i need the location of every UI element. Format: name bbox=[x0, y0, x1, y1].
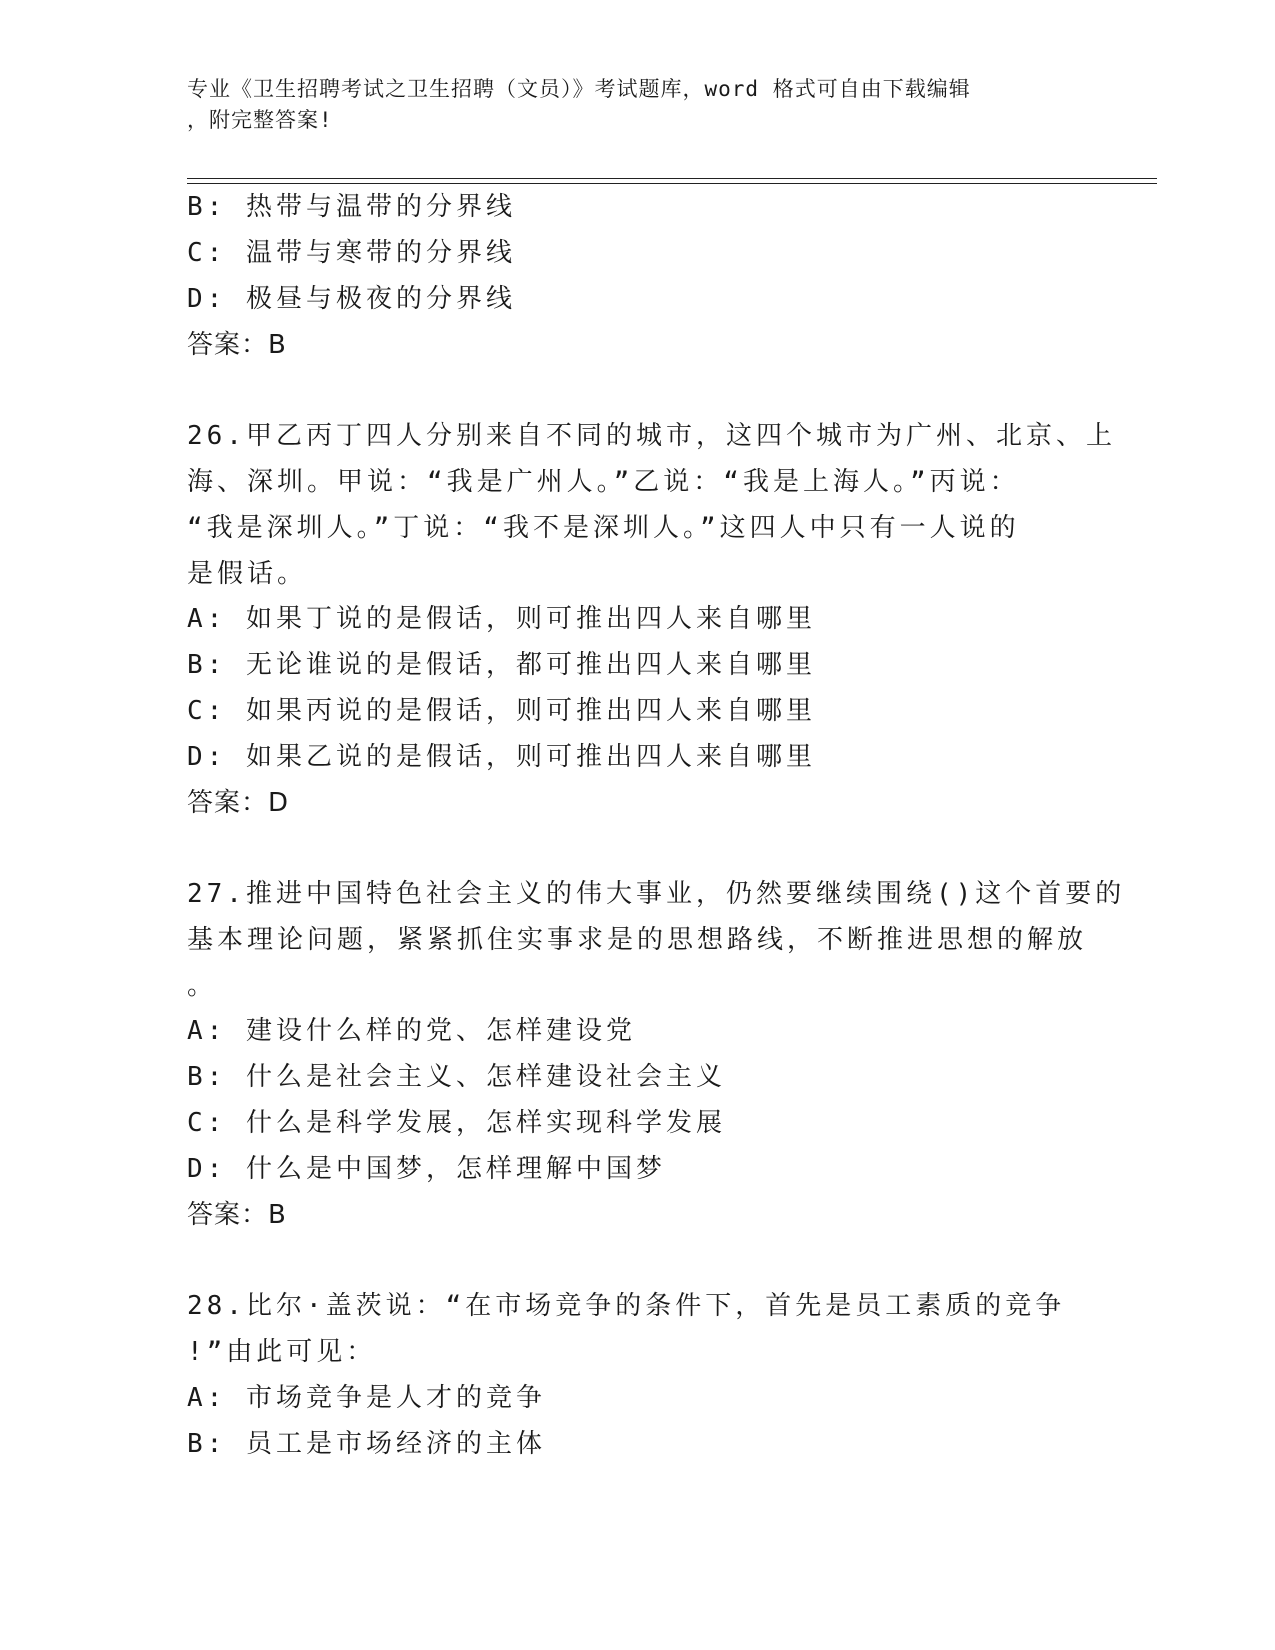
q27-option-a: A: 建设什么样的党、怎样建设党 bbox=[187, 1016, 636, 1046]
q28-option-b: B: 员工是市场经济的主体 bbox=[187, 1429, 546, 1459]
header-line-2: ，附完整答案! bbox=[187, 108, 333, 132]
q26-option-d: D: 如果乙说的是假话，则可推出四人来自哪里 bbox=[187, 742, 816, 772]
q25-option-d: D: 极昼与极夜的分界线 bbox=[187, 284, 516, 314]
q26-option-c: C: 如果丙说的是假话，则可推出四人来自哪里 bbox=[187, 696, 816, 726]
q26-stem-line-4: 是假话。 bbox=[187, 559, 308, 589]
q26-stem-line-1: 26.甲乙丙丁四人分别来自不同的城市，这四个城市为广州、北京、上 bbox=[187, 421, 1116, 451]
q28-option-a: A: 市场竞争是人才的竞争 bbox=[187, 1383, 546, 1413]
q27-stem-line-3: 。 bbox=[187, 971, 218, 1001]
q27-option-b: B: 什么是社会主义、怎样建设社会主义 bbox=[187, 1062, 726, 1092]
q28-stem-line-2: !”由此可见： bbox=[187, 1337, 377, 1367]
q27-stem-line-1: 27.推进中国特色社会主义的伟大事业，仍然要继续围绕()这个首要的 bbox=[187, 879, 1126, 909]
document-header bbox=[187, 74, 1067, 136]
q26-option-b: B: 无论谁说的是假话，都可推出四人来自哪里 bbox=[187, 650, 816, 680]
q27-option-c: C: 什么是科学发展，怎样实现科学发展 bbox=[187, 1108, 726, 1138]
header-divider-bottom bbox=[187, 183, 1157, 184]
q25-option-b: B: 热带与温带的分界线 bbox=[187, 192, 516, 222]
q27-stem-line-2: 基本理论问题，紧紧抓住实事求是的思想路线，不断推进思想的解放 bbox=[187, 925, 1088, 955]
q28-stem-line-1: 28.比尔·盖茨说：“在市场竞争的条件下，首先是员工素质的竞争 bbox=[187, 1291, 1066, 1321]
q26-stem-line-3: “我是深圳人。”丁说：“我不是深圳人。”这四人中只有一人说的 bbox=[187, 513, 1020, 543]
q26-option-a: A: 如果丁说的是假话，则可推出四人来自哪里 bbox=[187, 604, 816, 634]
q26-answer: 答案：D bbox=[187, 788, 290, 818]
q27-option-d: D: 什么是中国梦，怎样理解中国梦 bbox=[187, 1154, 666, 1184]
q25-answer: 答案：B bbox=[187, 330, 287, 360]
q26-stem-line-2: 海、深圳。甲说：“我是广州人。”乙说：“我是上海人。”丙说： bbox=[187, 467, 1020, 497]
header-line-1: 专业《卫生招聘考试之卫生招聘（文员）》考试题库，word 格式可自由下载编辑 bbox=[187, 77, 971, 101]
header-divider-top bbox=[187, 178, 1157, 179]
q27-answer: 答案：B bbox=[187, 1200, 287, 1230]
q25-option-c: C: 温带与寒带的分界线 bbox=[187, 238, 516, 268]
